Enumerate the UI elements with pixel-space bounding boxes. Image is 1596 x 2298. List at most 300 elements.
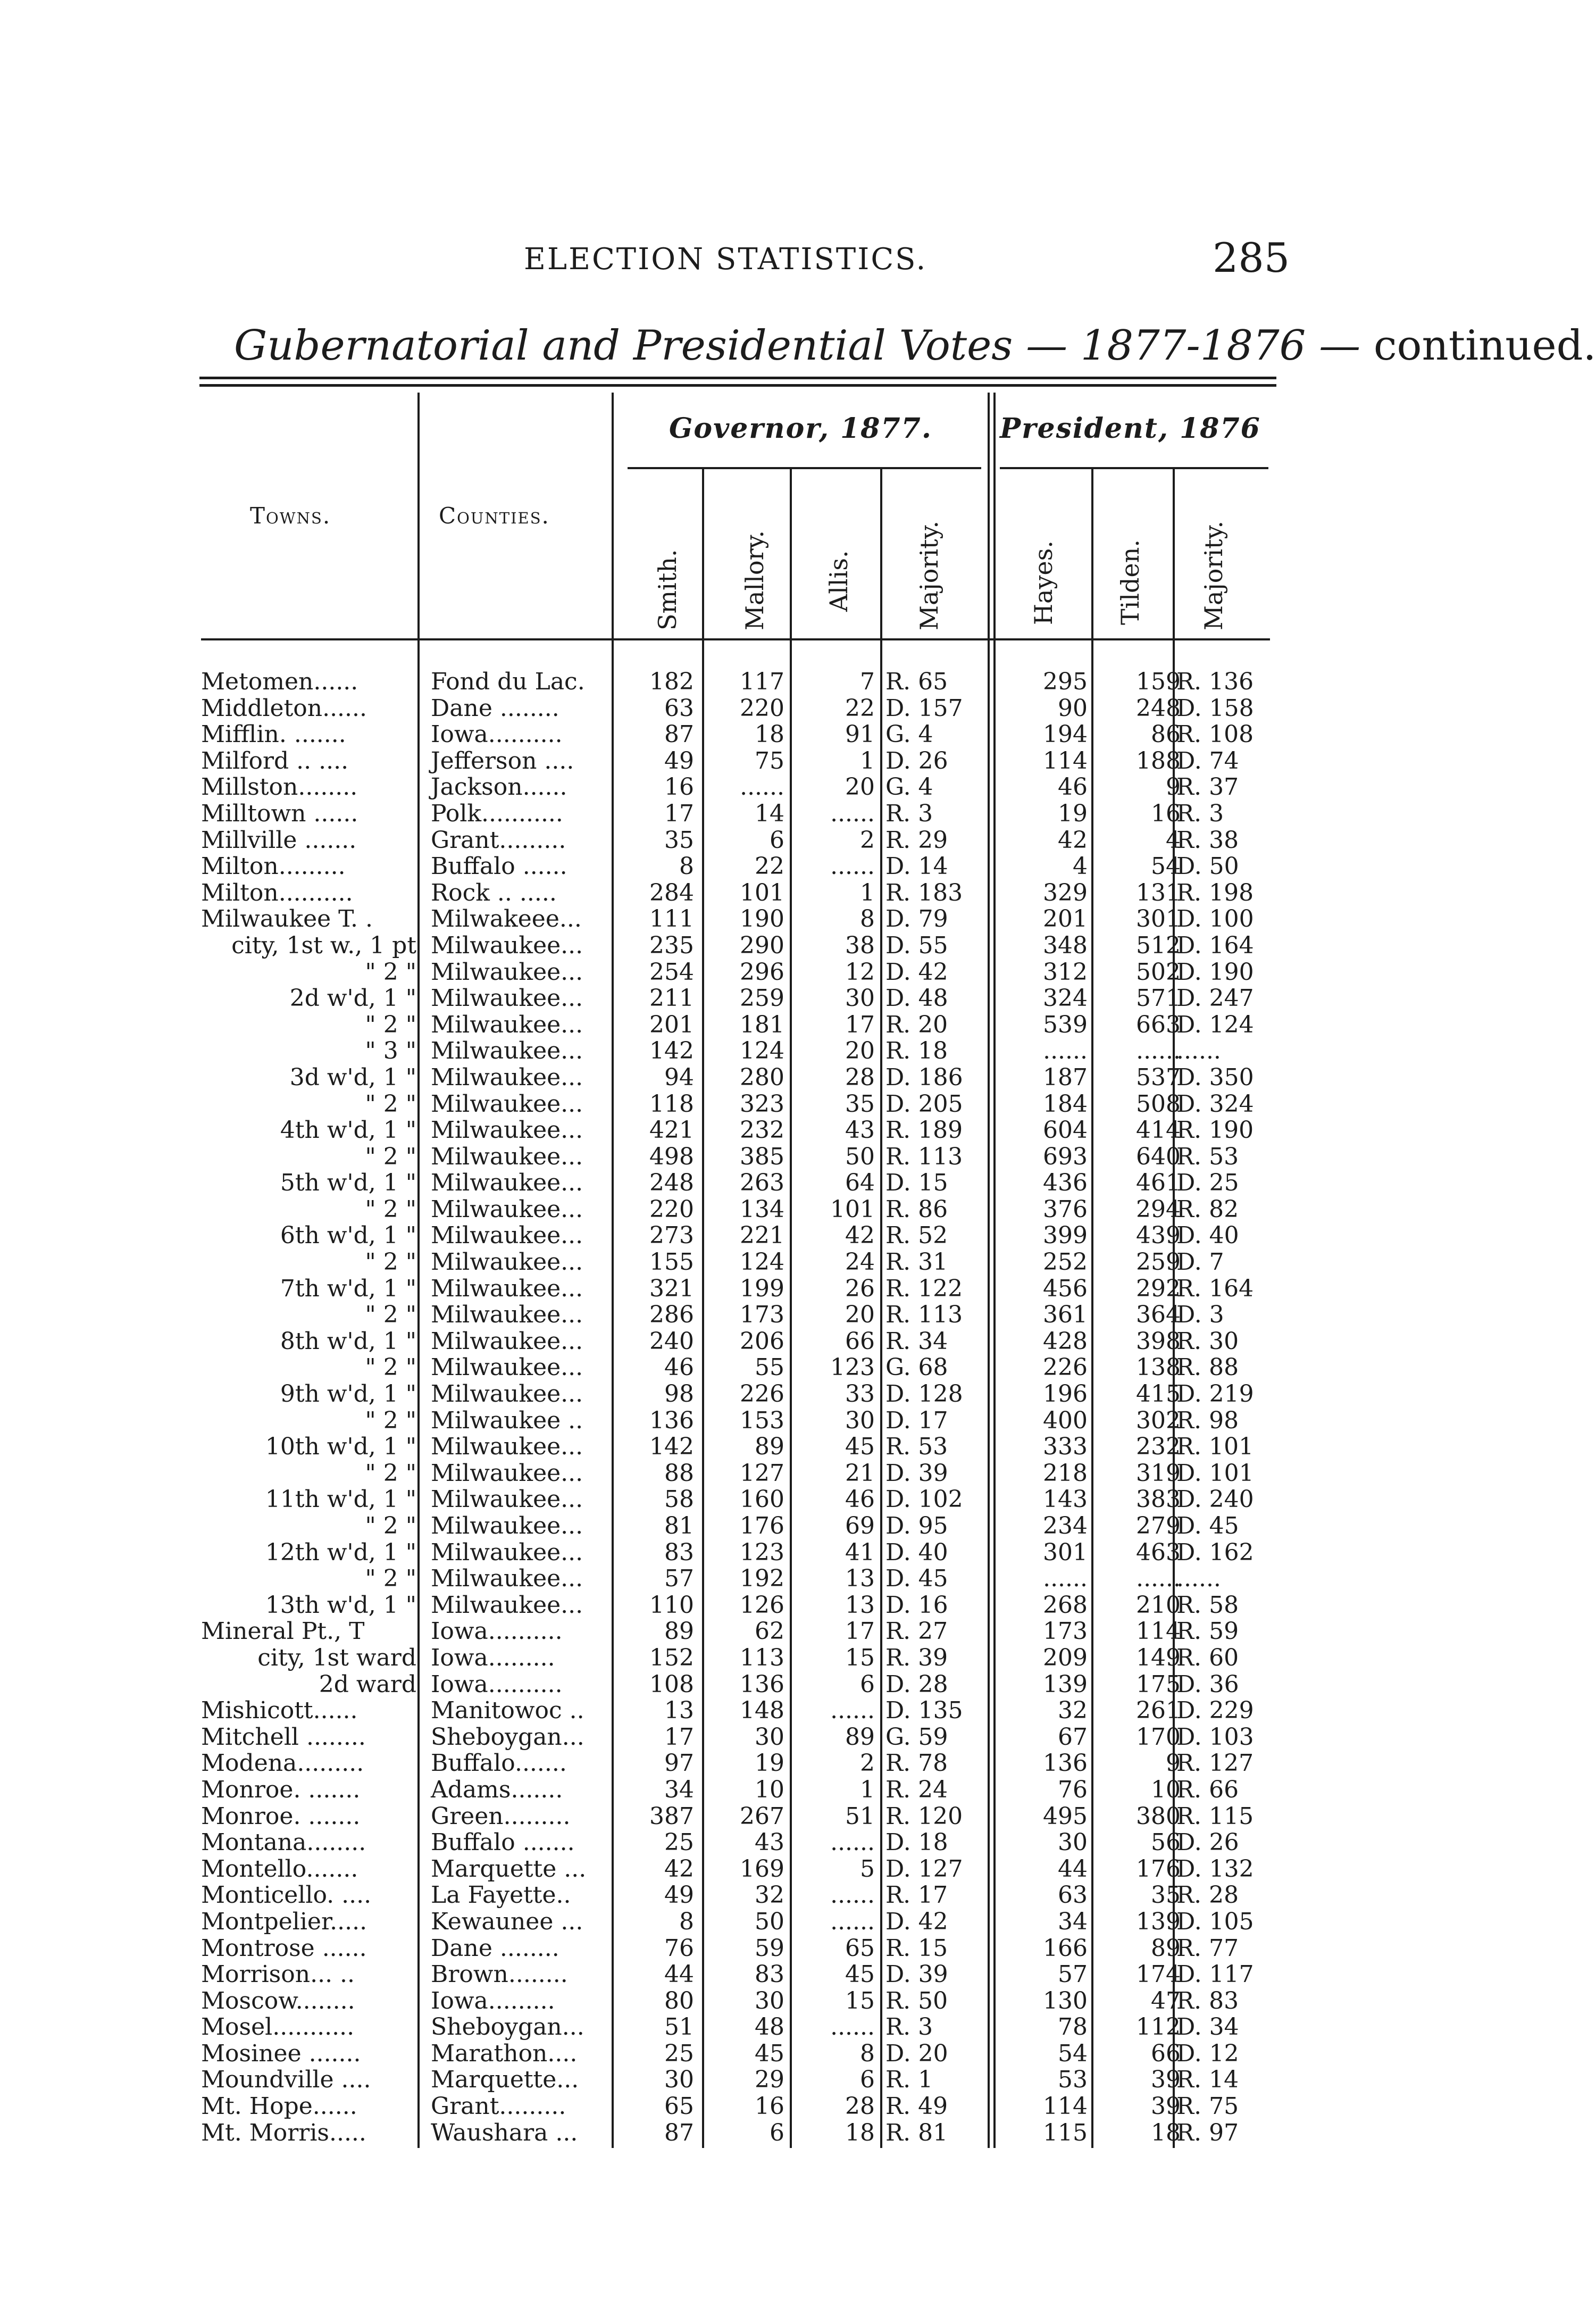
- subtitle-continued: continued.: [1373, 322, 1596, 370]
- allis-votes: 123: [830, 1354, 875, 1381]
- governor-majority: D. 48: [885, 985, 948, 1012]
- mallory-votes: 55: [755, 1354, 784, 1381]
- county-cell: Milwaukee...: [431, 1459, 583, 1487]
- tilden-votes: 149: [1136, 1644, 1181, 1671]
- allis-votes: ......: [830, 1829, 875, 1856]
- county-cell: Milwaukee...: [431, 985, 583, 1012]
- president-majority: R. 3: [1176, 800, 1224, 827]
- president-majority: R. 198: [1176, 879, 1254, 906]
- governor-majority: D. 18: [885, 1829, 948, 1856]
- towns-header: Towns.: [250, 503, 331, 529]
- allis-votes: 6: [860, 2066, 875, 2094]
- allis-votes: 15: [845, 1987, 875, 2014]
- smith-votes: 142: [649, 1037, 694, 1065]
- tilden-votes: 112: [1136, 2013, 1181, 2041]
- tilden-votes: 56: [1151, 1829, 1181, 1856]
- county-cell: Marquette...: [431, 2066, 579, 2094]
- smith-votes: 83: [664, 1538, 694, 1566]
- hayes-votes: 115: [1043, 2119, 1088, 2146]
- smith-votes: 211: [649, 985, 694, 1012]
- hayes-votes: 201: [1043, 905, 1088, 933]
- president-majority: R. 88: [1176, 1354, 1239, 1381]
- allis-votes: 69: [845, 1512, 875, 1539]
- governor-majority: R. 27: [885, 1618, 948, 1645]
- tilden-votes: 292: [1136, 1275, 1181, 1302]
- president-majority: D. 105: [1176, 1908, 1254, 1935]
- tilden-votes: 259: [1136, 1248, 1181, 1276]
- table-row: [0, 1750, 1472, 1777]
- tilden-votes: 512: [1136, 931, 1181, 959]
- mallory-votes: 22: [755, 853, 784, 880]
- allis-votes: ......: [830, 1881, 875, 1909]
- smith-votes: 248: [649, 1169, 694, 1197]
- hayes-votes: 400: [1043, 1406, 1088, 1434]
- president-majority: R. 38: [1176, 826, 1239, 854]
- table-row: [0, 1328, 1472, 1355]
- mallory-votes: 385: [740, 1143, 784, 1170]
- mallory-votes: 160: [740, 1486, 784, 1513]
- mallory-votes: 127: [740, 1459, 784, 1487]
- president-majority: D. 124: [1176, 1011, 1254, 1038]
- mallory-votes: 124: [740, 1037, 784, 1065]
- mallory-votes: 296: [740, 958, 784, 986]
- tilden-votes: 414: [1136, 1117, 1181, 1144]
- mallory-column-header: Mallory.: [740, 530, 769, 630]
- president-majority: R. 115: [1176, 1802, 1254, 1830]
- mallory-votes: 62: [755, 1618, 784, 1645]
- tilden-votes: 138: [1136, 1354, 1181, 1381]
- tilden-votes: 301: [1136, 905, 1181, 933]
- allis-votes: 20: [845, 773, 875, 801]
- town-cell: Monroe. .......: [201, 1776, 361, 1803]
- president-majority: D. 101: [1176, 1459, 1254, 1487]
- town-cell: Mt. Hope......: [201, 2093, 357, 2120]
- president-majority: ......: [1176, 1037, 1221, 1065]
- allis-votes: 66: [845, 1327, 875, 1355]
- governor-majority: R. 50: [885, 1987, 948, 2014]
- allis-votes: 8: [860, 2039, 875, 2067]
- smith-votes: 46: [664, 1354, 694, 1381]
- smith-column-header: Smith.: [653, 549, 682, 630]
- smith-votes: 284: [649, 879, 694, 906]
- tilden-votes: 663: [1136, 1011, 1181, 1038]
- smith-votes: 49: [664, 747, 694, 775]
- president-majority: R. 14: [1176, 2066, 1239, 2094]
- allis-votes: ......: [830, 800, 875, 827]
- table-row: [0, 1513, 1472, 1539]
- allis-votes: 33: [845, 1380, 875, 1408]
- town-cell: Middleton......: [201, 694, 367, 722]
- town-cell: 10th w'd, 1 ": [265, 1433, 416, 1461]
- smith-votes: 118: [649, 1090, 694, 1118]
- governor-majority: D. 40: [885, 1538, 948, 1566]
- mallory-votes: 221: [740, 1222, 784, 1250]
- president-majority: R. 77: [1176, 1934, 1239, 1962]
- president-majority: R. 190: [1176, 1117, 1254, 1144]
- allis-votes: 65: [845, 1934, 875, 1962]
- county-cell: Milwaukee...: [431, 1327, 583, 1355]
- table-row: [0, 1170, 1472, 1196]
- county-cell: Dane ........: [431, 694, 559, 722]
- allis-votes: 30: [845, 985, 875, 1012]
- hayes-votes: 539: [1043, 1011, 1088, 1038]
- smith-votes: 63: [664, 694, 694, 722]
- hayes-votes: 46: [1058, 773, 1088, 801]
- county-cell: Buffalo ......: [431, 853, 567, 880]
- hayes-votes: 333: [1043, 1433, 1088, 1461]
- smith-votes: 155: [649, 1248, 694, 1276]
- hayes-votes: 130: [1043, 1987, 1088, 2014]
- table-row: [0, 1566, 1472, 1592]
- county-cell: Milwaukee...: [431, 958, 583, 986]
- hayes-votes: 67: [1058, 1723, 1088, 1751]
- tilden-votes: 364: [1136, 1301, 1181, 1329]
- president-majority: D. 45: [1176, 1512, 1239, 1539]
- table-row: [0, 1354, 1472, 1381]
- tilden-votes: 508: [1136, 1090, 1181, 1118]
- smith-votes: 87: [664, 2119, 694, 2146]
- governor-majority: R. 189: [885, 1117, 963, 1144]
- smith-votes: 97: [664, 1750, 694, 1777]
- governor-majority: D. 186: [885, 1063, 963, 1091]
- table-row: [0, 1856, 1472, 1883]
- tilden-votes: 188: [1136, 747, 1181, 775]
- hayes-votes: 173: [1043, 1618, 1088, 1645]
- table-row: [0, 1829, 1472, 1856]
- table-row: [0, 1724, 1472, 1751]
- governor-majority-header: Majority.: [915, 520, 943, 630]
- smith-votes: 34: [664, 1776, 694, 1803]
- town-cell: Mosel...........: [201, 2013, 355, 2041]
- table-row: [0, 1671, 1472, 1698]
- tilden-votes: 114: [1136, 1618, 1181, 1645]
- hayes-votes: 114: [1043, 747, 1088, 775]
- county-cell: Milwaukee...: [431, 1538, 583, 1566]
- smith-votes: 58: [664, 1486, 694, 1513]
- tilden-votes: 294: [1136, 1195, 1181, 1223]
- county-cell: Milwaukee...: [431, 1248, 583, 1276]
- governor-majority: D. 157: [885, 694, 963, 722]
- town-cell: Montpelier.....: [201, 1908, 367, 1935]
- running-head: ELECTION STATISTICS.: [524, 242, 927, 277]
- tilden-votes: 415: [1136, 1380, 1181, 1408]
- table-row: [0, 1434, 1472, 1460]
- county-cell: Iowa..........: [431, 1618, 563, 1645]
- president-majority: D. 162: [1176, 1538, 1254, 1566]
- table-row: [0, 1302, 1472, 1328]
- smith-votes: 80: [664, 1987, 694, 2014]
- table-row: [0, 827, 1472, 854]
- table-row: [0, 748, 1472, 775]
- town-cell: 9th w'd, 1 ": [280, 1380, 416, 1408]
- president-majority: R. 108: [1176, 721, 1254, 748]
- president-majority: R. 53: [1176, 1143, 1239, 1170]
- tilden-votes: ......: [1136, 1037, 1181, 1065]
- allis-votes: 51: [845, 1802, 875, 1830]
- governor-majority: R. 53: [885, 1433, 948, 1461]
- top-rule-1: [199, 377, 1276, 379]
- town-cell: Montrose ......: [201, 1934, 367, 1962]
- governor-majority: D. 79: [885, 905, 948, 933]
- president-majority: R. 136: [1176, 668, 1254, 695]
- town-cell: 5th w'd, 1 ": [280, 1169, 416, 1197]
- county-cell: Milwaukee...: [431, 1433, 583, 1461]
- governor-majority: R. 15: [885, 1934, 948, 1962]
- governor-majority: D. 39: [885, 1961, 948, 1988]
- governor-majority: R. 120: [885, 1802, 963, 1830]
- president-majority: D. 229: [1176, 1697, 1254, 1725]
- county-cell: Adams.......: [431, 1776, 563, 1803]
- hayes-votes: 312: [1043, 958, 1088, 986]
- tilden-votes: 537: [1136, 1063, 1181, 1091]
- town-cell: Mosinee .......: [201, 2039, 361, 2067]
- hayes-votes: 63: [1058, 1881, 1088, 1909]
- mallory-votes: 148: [740, 1697, 784, 1725]
- county-cell: Milwaukee...: [431, 1090, 583, 1118]
- mallory-votes: 136: [740, 1670, 784, 1698]
- county-cell: Manitowoc ..: [431, 1697, 584, 1725]
- mallory-votes: 6: [770, 826, 784, 854]
- town-cell: " 2 ": [365, 1143, 416, 1170]
- mallory-votes: 176: [740, 1512, 784, 1539]
- smith-votes: 421: [649, 1117, 694, 1144]
- table-row: [0, 1486, 1472, 1513]
- allis-votes: ......: [830, 1697, 875, 1725]
- president-majority: R. 28: [1176, 1881, 1239, 1909]
- county-cell: Milwaukee...: [431, 1380, 583, 1408]
- county-cell: Kewaunee ...: [431, 1908, 583, 1935]
- tilden-votes: 461: [1136, 1169, 1181, 1197]
- mallory-votes: ......: [740, 773, 784, 801]
- hayes-votes: 348: [1043, 931, 1088, 959]
- county-cell: Buffalo .......: [431, 1829, 575, 1856]
- tilden-votes: 9: [1166, 1750, 1181, 1777]
- president-majority: D. 164: [1176, 931, 1254, 959]
- mallory-votes: 117: [740, 668, 784, 695]
- governor-majority: R. 31: [885, 1248, 948, 1276]
- allis-votes: 12: [845, 958, 875, 986]
- smith-votes: 17: [664, 1723, 694, 1751]
- allis-votes: ......: [830, 2013, 875, 2041]
- smith-votes: 254: [649, 958, 694, 986]
- table-row: [0, 2014, 1472, 2041]
- mallory-votes: 89: [755, 1433, 784, 1461]
- county-cell: Milwaukee...: [431, 1011, 583, 1038]
- county-cell: Milwaukee...: [431, 1565, 583, 1593]
- tilden-votes: 640: [1136, 1143, 1181, 1170]
- president-majority: R. 83: [1176, 1987, 1239, 2014]
- president-majority: D. 240: [1176, 1486, 1254, 1513]
- town-cell: Mishicott......: [201, 1697, 358, 1725]
- table-row: [0, 1249, 1472, 1276]
- mallory-votes: 134: [740, 1195, 784, 1223]
- table-row: [0, 932, 1472, 959]
- table-row: [0, 1539, 1472, 1566]
- smith-votes: 94: [664, 1063, 694, 1091]
- allis-votes: 1: [860, 1776, 875, 1803]
- allis-votes: 35: [845, 1090, 875, 1118]
- smith-votes: 49: [664, 1881, 694, 1909]
- allis-votes: 6: [860, 1670, 875, 1698]
- table-row: [0, 2093, 1472, 2120]
- county-cell: Iowa.........: [431, 1987, 555, 2014]
- allis-votes: 1: [860, 879, 875, 906]
- smith-votes: 273: [649, 1222, 694, 1250]
- tilden-votes: 10: [1151, 1776, 1181, 1803]
- hayes-votes: 268: [1043, 1591, 1088, 1619]
- table-row: [0, 1196, 1472, 1223]
- allis-votes: 20: [845, 1301, 875, 1329]
- tilden-votes: 170: [1136, 1723, 1181, 1751]
- mallory-votes: 220: [740, 694, 784, 722]
- hayes-votes: 30: [1058, 1829, 1088, 1856]
- hayes-votes: 32: [1058, 1697, 1088, 1725]
- hayes-votes: 44: [1058, 1855, 1088, 1883]
- governor-majority: D. 128: [885, 1380, 963, 1408]
- table-row: [0, 1988, 1472, 2014]
- mallory-votes: 173: [740, 1301, 784, 1329]
- header-bottom-rule: [201, 638, 1270, 640]
- president-majority: D. 103: [1176, 1723, 1254, 1751]
- table-row: [0, 2041, 1472, 2067]
- mallory-votes: 30: [755, 1723, 784, 1751]
- hayes-votes: 90: [1058, 694, 1088, 722]
- town-cell: city, 1st ward: [257, 1644, 416, 1671]
- county-cell: Milwaukee...: [431, 1512, 583, 1539]
- table-row: [0, 1091, 1472, 1118]
- county-cell: Milwaukee...: [431, 1169, 583, 1197]
- hayes-votes: 57: [1058, 1961, 1088, 1988]
- tilden-votes: 16: [1151, 800, 1181, 827]
- county-cell: Polk...........: [431, 800, 563, 827]
- mallory-votes: 323: [740, 1090, 784, 1118]
- tilden-votes: 139: [1136, 1908, 1181, 1935]
- smith-votes: 8: [679, 853, 694, 880]
- smith-votes: 89: [664, 1618, 694, 1645]
- smith-votes: 136: [649, 1406, 694, 1434]
- governor-majority: D. 14: [885, 853, 948, 880]
- allis-votes: 7: [860, 668, 875, 695]
- smith-votes: 201: [649, 1011, 694, 1038]
- county-cell: Iowa.........: [431, 1644, 555, 1671]
- governor-majority: R. 183: [885, 879, 963, 906]
- mallory-votes: 124: [740, 1248, 784, 1276]
- town-cell: Millville .......: [201, 826, 357, 854]
- president-majority: R. 127: [1176, 1750, 1254, 1777]
- table-row: [0, 985, 1472, 1012]
- allis-votes: 13: [845, 1565, 875, 1593]
- tilden-votes: 463: [1136, 1538, 1181, 1566]
- town-cell: Mt. Morris.....: [201, 2119, 366, 2146]
- county-cell: La Fayette..: [431, 1881, 571, 1909]
- mallory-votes: 190: [740, 905, 784, 933]
- smith-votes: 240: [649, 1327, 694, 1355]
- table-row: [0, 880, 1472, 906]
- tilden-votes: 380: [1136, 1802, 1181, 1830]
- table-row: [0, 1038, 1472, 1064]
- top-rule-2: [199, 384, 1276, 387]
- town-cell: Morrison... ..: [201, 1961, 355, 1988]
- county-cell: Milwaukee...: [431, 1117, 583, 1144]
- allis-votes: 21: [845, 1459, 875, 1487]
- mallory-votes: 226: [740, 1380, 784, 1408]
- smith-votes: 13: [664, 1697, 694, 1725]
- county-cell: Fond du Lac.: [431, 668, 585, 695]
- president-majority: D. 25: [1176, 1169, 1239, 1197]
- allis-votes: 89: [845, 1723, 875, 1751]
- president-majority: D. 7: [1176, 1248, 1224, 1276]
- mallory-votes: 199: [740, 1275, 784, 1302]
- town-cell: Mineral Pt., T: [201, 1618, 365, 1645]
- tilden-votes: 86: [1151, 721, 1181, 748]
- mallory-votes: 126: [740, 1591, 784, 1619]
- town-cell: Milltown ......: [201, 800, 358, 827]
- table-row: [0, 1909, 1472, 1935]
- mallory-votes: 75: [755, 747, 784, 775]
- mallory-votes: 10: [755, 1776, 784, 1803]
- mallory-votes: 153: [740, 1406, 784, 1434]
- mallory-votes: 59: [755, 1934, 784, 1962]
- governor-majority: D. 15: [885, 1169, 948, 1197]
- hayes-votes: 53: [1058, 2066, 1088, 2094]
- smith-votes: 42: [664, 1855, 694, 1883]
- president-majority: R. 30: [1176, 1327, 1239, 1355]
- table-row: [0, 2067, 1472, 2093]
- county-cell: Marquette ...: [431, 1855, 587, 1883]
- governor-majority: D. 102: [885, 1486, 963, 1513]
- hayes-votes: 76: [1058, 1776, 1088, 1803]
- governor-majority: R. 17: [885, 1881, 948, 1909]
- tilden-votes: 319: [1136, 1459, 1181, 1487]
- town-cell: Milford .. ....: [201, 747, 349, 775]
- mallory-votes: 50: [755, 1908, 784, 1935]
- town-cell: " 2 ": [365, 1354, 416, 1381]
- smith-votes: 57: [664, 1565, 694, 1593]
- county-cell: Waushara ...: [431, 2119, 578, 2146]
- allis-votes: 30: [845, 1406, 875, 1434]
- allis-votes: 17: [845, 1618, 875, 1645]
- county-cell: Brown........: [431, 1961, 568, 1988]
- tilden-votes: 39: [1151, 2093, 1181, 2120]
- town-cell: Montello.......: [201, 1855, 358, 1883]
- tilden-votes: 54: [1151, 853, 1181, 880]
- town-cell: " 2 ": [365, 1459, 416, 1487]
- county-cell: Milwaukee...: [431, 1195, 583, 1223]
- mallory-votes: 232: [740, 1117, 784, 1144]
- hayes-votes: 196: [1043, 1380, 1088, 1408]
- president-majority: R. 37: [1176, 773, 1239, 801]
- hayes-votes: 428: [1043, 1327, 1088, 1355]
- county-cell: Milwaukee ..: [431, 1406, 583, 1434]
- smith-votes: 321: [649, 1275, 694, 1302]
- tilden-votes: 279: [1136, 1512, 1181, 1539]
- hayes-votes: 361: [1043, 1301, 1088, 1329]
- president-majority: D. 3: [1176, 1301, 1224, 1329]
- mallory-votes: 192: [740, 1565, 784, 1593]
- president-majority: R. 97: [1176, 2119, 1239, 2146]
- town-cell: Monroe. .......: [201, 1802, 361, 1830]
- smith-votes: 81: [664, 1512, 694, 1539]
- table-row: [0, 1961, 1472, 1988]
- town-cell: Milton..........: [201, 879, 353, 906]
- president-majority: R. 98: [1176, 1406, 1239, 1434]
- town-cell: Mitchell ........: [201, 1723, 366, 1751]
- town-cell: 11th w'd, 1 ": [265, 1486, 416, 1513]
- town-cell: " 2 ": [365, 1090, 416, 1118]
- tilden-votes: 176: [1136, 1855, 1181, 1883]
- county-cell: Jackson......: [431, 773, 567, 801]
- table-row: [0, 959, 1472, 986]
